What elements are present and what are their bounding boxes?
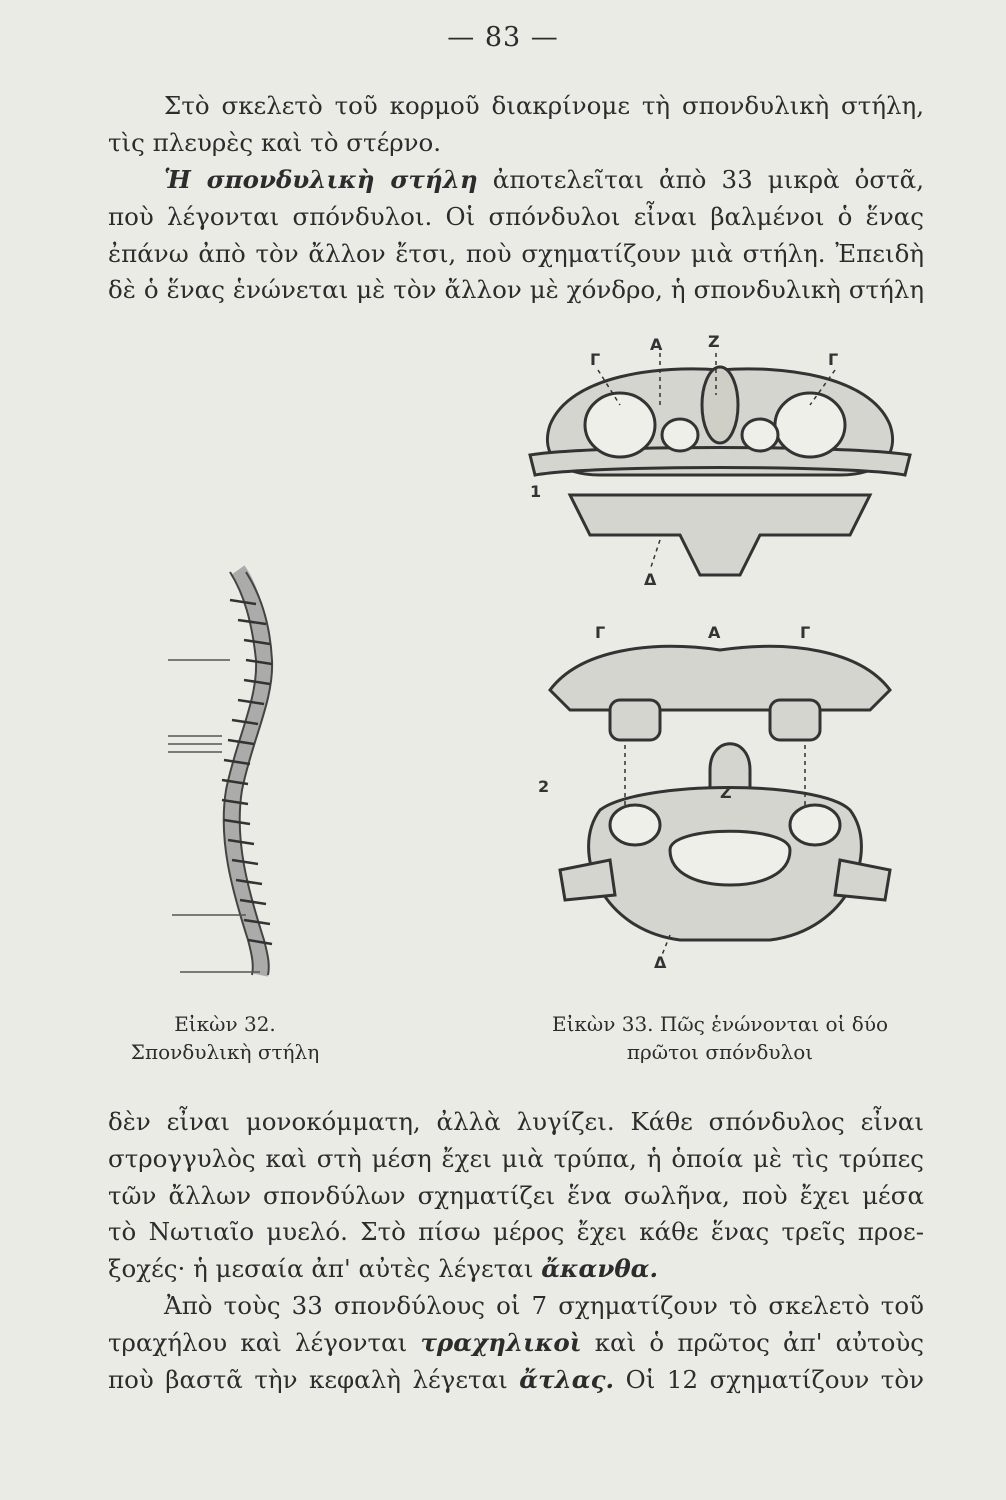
text-line: Στὸ σκελετὸ τοῦ κορμοῦ διακρίνομε τὴ σπονδυλικὴ στήλη, [164, 91, 924, 120]
paragraph-spinal-column [108, 162, 924, 309]
term-spine: ἄκανθα. [541, 1254, 659, 1284]
text-line [108, 1362, 924, 1399]
text-line [108, 1251, 924, 1288]
figure-atlas-axis-separated [520, 610, 920, 980]
text-fragment: ποὺ βαστᾶ τὴν κεφαλὴ λέγεται [108, 1364, 508, 1394]
label-one: 1 [530, 482, 542, 501]
figure33-caption [515, 1010, 925, 1066]
text-line [108, 1325, 924, 1362]
text-line: ποὺ λέγονται σπόνδυλοι. Οἱ σπόνδυλοι εἶναι βαλμένοι ὁ ἕνας [108, 201, 924, 231]
caption-title: Εἰκὼν 32. [174, 1012, 276, 1036]
term-spinal-column: Ἡ σπονδυλικὴ στήλη [164, 165, 478, 194]
label-delta: Δ [644, 570, 657, 589]
label-alpha: Α [708, 623, 721, 642]
text-line: δὲ ὁ ἕνας ἑνώνεται μὲ τὸν ἄλλον μὲ χόνδρο, ἡ σπονδυλικὴ στήλη [108, 275, 924, 305]
text-line: τῶν ἄλλων σπονδύλων σχηματίζει ἕνα σωλῆνα, ποὺ ἔχει μέσα [108, 1180, 924, 1210]
figure-atlas-axis-top [510, 325, 930, 595]
text-line [108, 162, 924, 199]
figure32-caption [100, 1010, 350, 1066]
text-line: τὸ Νωτιαῖο μυελό. Στὸ πίσω μέρος ἔχει κάθε ἕνας τρεῖς προε- [108, 1217, 924, 1247]
text-line: Ἀπὸ τοὺς 33 σπονδύλους οἱ 7 σχηματίζουν τὸ σκελετὸ τοῦ [164, 1291, 924, 1320]
label-gamma-right: Γ [800, 623, 811, 642]
paragraph-vertebra-description [108, 1104, 924, 1288]
label-zeta: Ζ [708, 332, 720, 351]
text-line: ἐπάνω ἀπὸ τὸν ἄλλον ἔτσι, ποὺ σχηματίζουν μιὰ στήλη. Ἐπειδὴ [108, 238, 924, 268]
text-fragment: τραχήλου καὶ λέγονται [108, 1327, 408, 1357]
paragraph-cervical [108, 1288, 924, 1398]
label-gamma-left: Γ [595, 623, 606, 642]
label-alpha: Α [650, 335, 663, 354]
paragraph-skeleton-trunk [108, 88, 924, 162]
text-fragment: καὶ ὁ πρῶτος ἀπ' αὐτοὺς [594, 1327, 924, 1357]
text-fragment: ἀποτελεῖται ἀπὸ 33 μικρὰ ὀστᾶ, [492, 165, 924, 194]
caption-subtitle: Σπονδυλικὴ στήλη [130, 1040, 320, 1064]
label-gamma-right: Γ [828, 350, 839, 369]
text-line: τὶς πλευρὲς καὶ τὸ στέρνο. [108, 127, 442, 157]
term-atlas: ἄτλας. [519, 1364, 615, 1394]
label-two: 2 [538, 777, 550, 796]
text-line: δὲν εἶναι μονοκόμματη, ἀλλὰ λυγίζει. Κάθε σπόνδυλος εἶναι [108, 1107, 924, 1136]
label-gamma-left: Γ [590, 350, 601, 369]
text-fragment: ξοχές· ἡ μεσαία ἀπ' αὐτὲς λέγεται [108, 1254, 534, 1284]
text-line: στρογγυλὸς καὶ στὴ μέση ἔχει μιὰ τρύπα, ἡ ὁποία μὲ τὶς τρύπες [108, 1143, 924, 1173]
label-zeta: Ζ [720, 783, 732, 802]
caption-subtitle: πρῶτοι σπόνδυλοι [626, 1040, 814, 1064]
term-cervical: τραχηλικοὶ [420, 1327, 582, 1357]
page-number: — 83 — [447, 22, 559, 53]
text-fragment: Οἱ 12 σχηματίζουν τὸν [625, 1364, 925, 1394]
caption-title: Εἰκὼν 33. Πῶς ἑνώνονται οἱ δύο [551, 1012, 889, 1036]
figure-spinal-column [160, 560, 300, 990]
label-delta: Δ [654, 953, 667, 972]
